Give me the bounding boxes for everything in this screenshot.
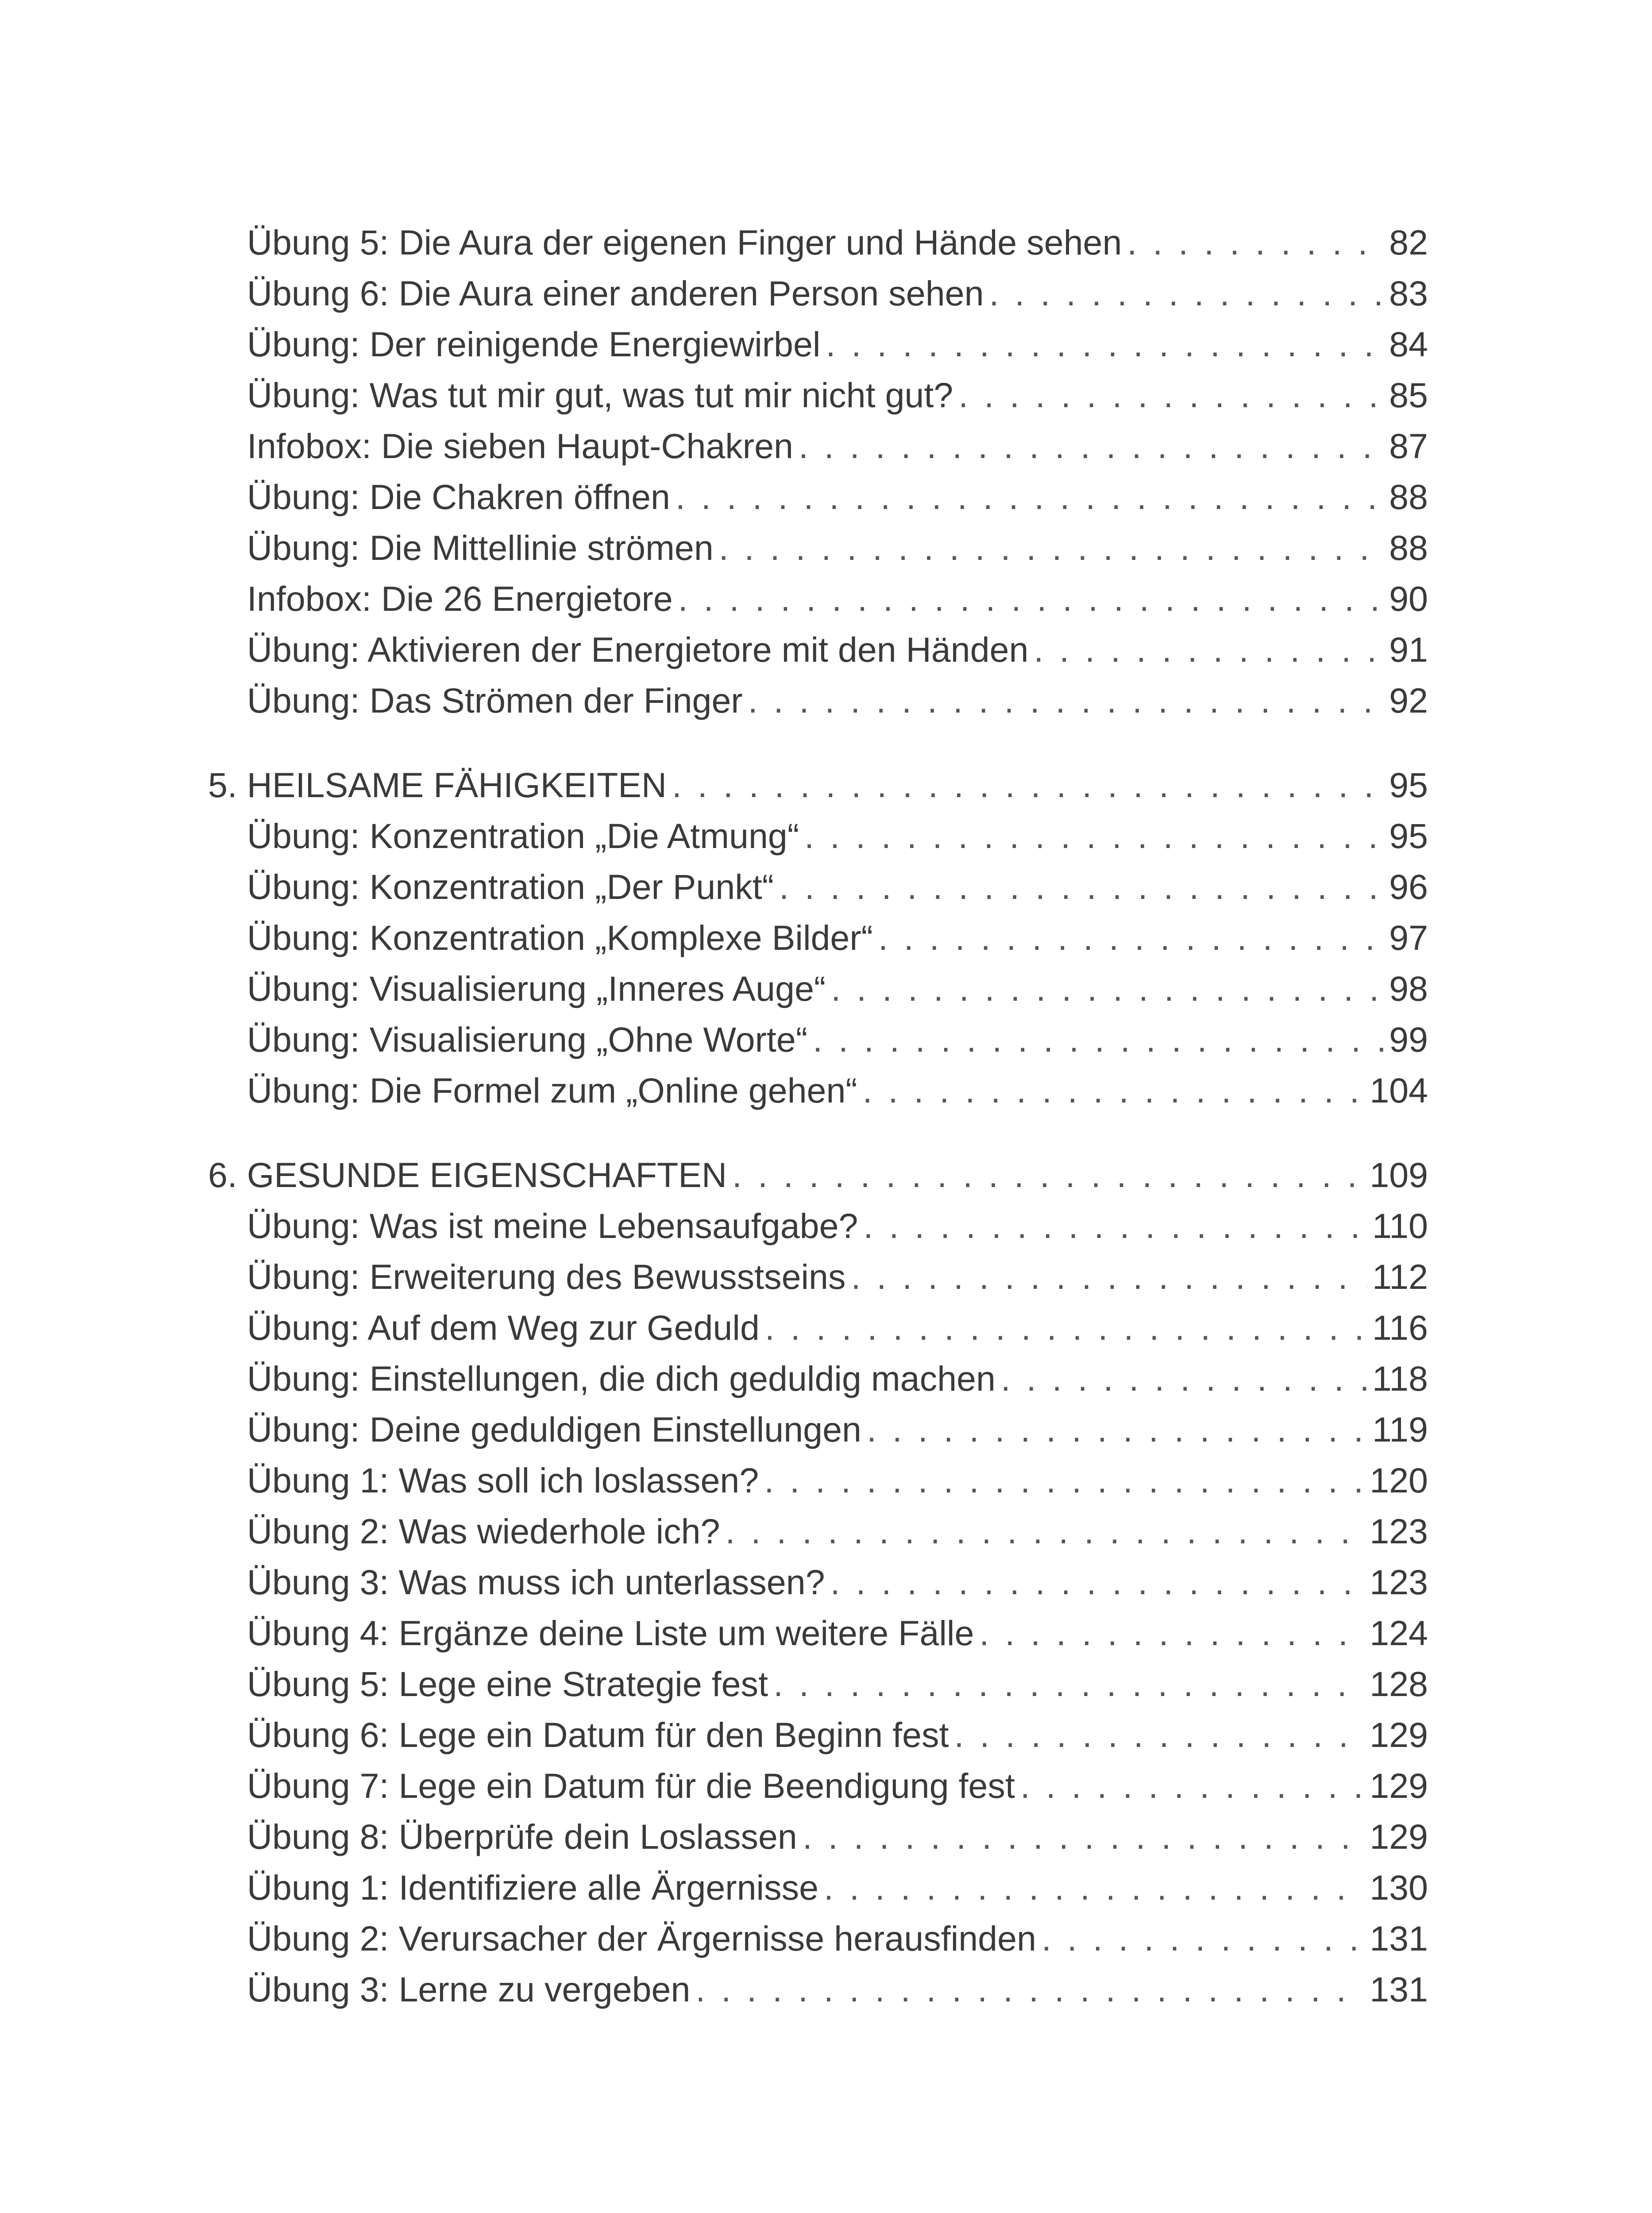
chapter-page-number: 95 bbox=[1389, 765, 1428, 805]
dot-leader bbox=[863, 1200, 1367, 1251]
entry-title: Übung 2: Verursacher der Ärgernisse herausfinden bbox=[247, 1919, 1036, 1958]
entry-page-number: 110 bbox=[1372, 1206, 1428, 1245]
entry-title: Übung: Der reinigende Energiewirbel bbox=[247, 324, 821, 364]
dot-leader bbox=[719, 522, 1384, 573]
entry-page-number: 83 bbox=[1389, 274, 1428, 313]
dot-leader bbox=[764, 1455, 1364, 1506]
dot-leader bbox=[867, 1404, 1367, 1455]
dot-leader bbox=[1034, 624, 1384, 675]
dot-leader bbox=[824, 1862, 1364, 1913]
toc-chapter-5 bbox=[208, 760, 1428, 1116]
entry-page-number: 90 bbox=[1389, 579, 1428, 618]
toc-entry bbox=[208, 268, 1428, 319]
entry-page-number: 97 bbox=[1389, 918, 1428, 957]
toc-section-continued bbox=[208, 217, 1428, 726]
entry-title: Übung 5: Die Aura der eigenen Finger und Hände sehen bbox=[247, 223, 1122, 262]
dot-leader bbox=[979, 1608, 1364, 1658]
entry-page-number: 130 bbox=[1370, 1868, 1428, 1907]
entry-title: Übung: Was ist meine Lebensaufgabe? bbox=[247, 1206, 858, 1245]
dot-leader bbox=[863, 1065, 1364, 1116]
dot-leader bbox=[1020, 1760, 1364, 1811]
entry-title: Übung: Einstellungen, die dich geduldig machen bbox=[247, 1359, 996, 1398]
entry-title: Übung: Die Mittellinie strömen bbox=[247, 528, 714, 567]
entry-title: Übung 6: Die Aura einer anderen Person sehen bbox=[247, 274, 984, 313]
toc-entry bbox=[208, 1811, 1428, 1862]
entry-page-number: 129 bbox=[1370, 1766, 1428, 1805]
toc-entry bbox=[208, 1557, 1428, 1608]
dot-leader bbox=[678, 573, 1384, 624]
toc-entry bbox=[208, 1862, 1428, 1913]
dot-leader bbox=[1001, 1353, 1367, 1404]
toc-entry bbox=[208, 471, 1428, 522]
toc-entry bbox=[208, 1760, 1428, 1811]
chapter-title: 6. GESUNDE EIGENSCHAFTEN bbox=[208, 1155, 727, 1195]
entry-title: Übung: Auf dem Weg zur Geduld bbox=[247, 1308, 760, 1347]
toc-entry bbox=[208, 370, 1428, 420]
entry-title: Übung: Visualisierung „Ohne Worte“ bbox=[247, 1020, 808, 1059]
entry-title: Übung: Konzentration „Komplexe Bilder“ bbox=[247, 918, 873, 957]
toc-entry bbox=[208, 1455, 1428, 1506]
toc-entry bbox=[208, 963, 1428, 1014]
entry-page-number: 98 bbox=[1389, 969, 1428, 1008]
dot-leader bbox=[1042, 1913, 1364, 1964]
entry-page-number: 129 bbox=[1370, 1817, 1428, 1856]
toc-entry bbox=[208, 1964, 1428, 2015]
dot-leader bbox=[803, 1811, 1364, 1862]
toc-entry bbox=[208, 624, 1428, 675]
entry-page-number: 84 bbox=[1389, 324, 1428, 364]
entry-page-number: 92 bbox=[1389, 681, 1428, 720]
entry-title: Übung 8: Überprüfe dein Loslassen bbox=[247, 1817, 797, 1856]
dot-leader bbox=[726, 1506, 1365, 1557]
dot-leader bbox=[799, 420, 1384, 471]
toc-entry bbox=[208, 861, 1428, 912]
toc-entry bbox=[208, 1506, 1428, 1557]
dot-leader bbox=[954, 1709, 1364, 1760]
dot-leader bbox=[675, 471, 1384, 522]
entry-title: Übung: Visualisierung „Inneres Auge“ bbox=[247, 969, 826, 1008]
dot-leader bbox=[773, 1658, 1364, 1709]
entry-title: Übung: Erweiterung des Bewusstseins bbox=[247, 1257, 846, 1296]
toc-entry bbox=[208, 217, 1428, 268]
entry-page-number: 88 bbox=[1389, 477, 1428, 517]
entry-page-number: 116 bbox=[1372, 1308, 1428, 1347]
entry-page-number: 88 bbox=[1389, 528, 1428, 567]
dot-leader bbox=[765, 1302, 1367, 1353]
entry-page-number: 123 bbox=[1370, 1511, 1428, 1551]
toc-entry bbox=[208, 675, 1428, 726]
entry-page-number: 95 bbox=[1389, 816, 1428, 856]
entry-page-number: 129 bbox=[1370, 1715, 1428, 1754]
chapter-page-number: 109 bbox=[1370, 1155, 1428, 1195]
dot-leader bbox=[672, 760, 1384, 810]
entry-title: Übung 7: Lege ein Datum für die Beendigung fest bbox=[247, 1766, 1015, 1805]
entry-title: Übung 3: Was muss ich unterlassen? bbox=[247, 1562, 825, 1602]
entry-title: Übung 6: Lege ein Datum für den Beginn fest bbox=[247, 1715, 949, 1754]
dot-leader bbox=[1127, 217, 1384, 268]
entry-page-number: 118 bbox=[1372, 1359, 1428, 1398]
toc-entry bbox=[208, 810, 1428, 861]
toc-entry bbox=[208, 1404, 1428, 1455]
toc-entry bbox=[208, 1014, 1428, 1065]
entry-title: Übung 1: Identifiziere alle Ärgernisse bbox=[247, 1868, 819, 1907]
toc-entry bbox=[208, 1913, 1428, 1964]
table-of-contents bbox=[208, 217, 1428, 2015]
entry-page-number: 119 bbox=[1372, 1410, 1428, 1449]
entry-page-number: 124 bbox=[1370, 1613, 1428, 1653]
entry-title: Übung: Aktivieren der Energietore mit den Händen bbox=[247, 630, 1029, 669]
entry-title: Übung 3: Lerne zu vergeben bbox=[247, 1970, 691, 2009]
dot-leader bbox=[748, 675, 1384, 726]
dot-leader bbox=[851, 1251, 1367, 1302]
entry-title: Infobox: Die sieben Haupt-Chakren bbox=[247, 426, 793, 466]
dot-leader bbox=[831, 963, 1384, 1014]
toc-entry bbox=[208, 1065, 1428, 1116]
toc-entry bbox=[208, 319, 1428, 370]
dot-leader bbox=[958, 370, 1384, 420]
toc-entry bbox=[208, 912, 1428, 963]
chapter-title: 5. HEILSAME FÄHIGKEITEN bbox=[208, 765, 667, 805]
entry-page-number: 99 bbox=[1389, 1020, 1428, 1059]
entry-page-number: 91 bbox=[1389, 630, 1428, 669]
entry-page-number: 123 bbox=[1370, 1562, 1428, 1602]
entry-page-number: 87 bbox=[1389, 426, 1428, 466]
entry-title: Übung: Konzentration „Der Punkt“ bbox=[247, 867, 774, 906]
dot-leader bbox=[813, 1014, 1384, 1065]
toc-entry bbox=[208, 420, 1428, 471]
entry-title: Übung 5: Lege eine Strategie fest bbox=[247, 1664, 768, 1704]
dot-leader bbox=[830, 1557, 1365, 1608]
entry-title: Übung 2: Was wiederhole ich? bbox=[247, 1511, 720, 1551]
entry-title: Übung: Die Chakren öffnen bbox=[247, 477, 670, 517]
entry-page-number: 82 bbox=[1389, 223, 1428, 262]
entry-page-number: 131 bbox=[1370, 1919, 1428, 1958]
toc-entry bbox=[208, 1251, 1428, 1302]
entry-title: Übung 1: Was soll ich loslassen? bbox=[247, 1461, 759, 1500]
dot-leader bbox=[732, 1149, 1364, 1200]
dot-leader bbox=[779, 861, 1384, 912]
toc-entry bbox=[208, 1608, 1428, 1658]
toc-entry bbox=[208, 1353, 1428, 1404]
dot-leader bbox=[826, 319, 1384, 370]
entry-page-number: 96 bbox=[1389, 867, 1428, 906]
entry-page-number: 131 bbox=[1370, 1970, 1428, 2009]
entry-page-number: 85 bbox=[1389, 375, 1428, 415]
entry-page-number: 104 bbox=[1370, 1071, 1428, 1110]
chapter-heading bbox=[208, 1149, 1428, 1200]
entry-title: Übung 4: Ergänze deine Liste um weitere Fälle bbox=[247, 1613, 974, 1653]
entry-page-number: 112 bbox=[1372, 1257, 1428, 1296]
dot-leader bbox=[695, 1964, 1364, 2015]
chapter-heading bbox=[208, 760, 1428, 810]
toc-entry bbox=[208, 1302, 1428, 1353]
toc-entry bbox=[208, 1709, 1428, 1760]
toc-chapter-6 bbox=[208, 1149, 1428, 2015]
entry-title: Infobox: Die 26 Energietore bbox=[247, 579, 673, 618]
dot-leader bbox=[804, 810, 1384, 861]
dot-leader bbox=[878, 912, 1384, 963]
entry-title: Übung: Konzentration „Die Atmung“ bbox=[247, 816, 799, 856]
entry-title: Übung: Was tut mir gut, was tut mir nicht gut? bbox=[247, 375, 953, 415]
toc-entry bbox=[208, 573, 1428, 624]
dot-leader bbox=[989, 268, 1384, 319]
entry-page-number: 128 bbox=[1370, 1664, 1428, 1704]
entry-page-number: 120 bbox=[1370, 1461, 1428, 1500]
entry-title: Übung: Deine geduldigen Einstellungen bbox=[247, 1410, 861, 1449]
toc-entry bbox=[208, 1200, 1428, 1251]
toc-entry bbox=[208, 1658, 1428, 1709]
entry-title: Übung: Das Strömen der Finger bbox=[247, 681, 743, 720]
entry-title: Übung: Die Formel zum „Online gehen“ bbox=[247, 1071, 857, 1110]
toc-entry bbox=[208, 522, 1428, 573]
